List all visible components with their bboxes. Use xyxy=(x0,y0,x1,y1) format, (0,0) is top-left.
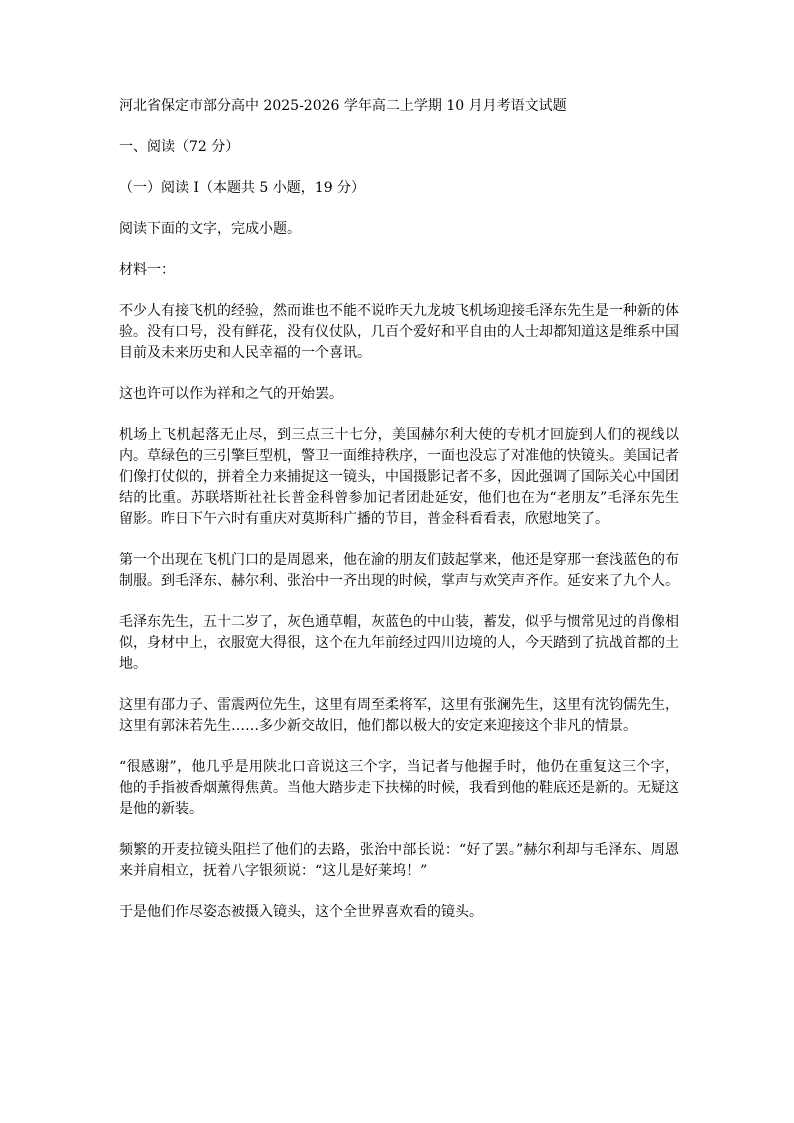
paragraph-4: 第一个出现在飞机门口的是周恩来，他在渝的朋友们鼓起掌来，他还是穿那一套浅蓝色的布制服。到毛泽东、赫尔利、张治中一齐出现的时候，掌声与欢笑声齐作。延安来了九个人。 xyxy=(119,552,679,589)
document-page xyxy=(119,96,679,923)
subsection-heading: （一）阅读 I（本题共 5 小题，19 分） xyxy=(119,180,366,196)
paragraph-2: 这也许可以作为祥和之气的开始罢。 xyxy=(119,386,343,402)
paragraph-7: “很感谢”，他几乎是用陕北口音说这三个字，当记者与他握手时，他仍在重复这三个字，他的手指被香烟薰得焦黄。当他大踏步走下扶梯的时候，我看到他的鞋底还是新的。无疑这是他的新装。 xyxy=(119,759,679,817)
paragraph-3: 机场上飞机起落无止尽，到三点三十七分，美国赫尔利大使的专机才回旋到人们的视线以内。草绿色的三引擎巨型机，警卫一面维持秩序，一面也没忘了对准他的快镜头。美国记者们像打仗似的，拼着全力来捕捉这一镜头，中国摄影记者不多，因此强调了国际关心中国团结的比重。苏联塔斯社社长普金科曾参加记者团赴延安，他们也在为“老朋友”毛泽东先生留影。昨日下午六时有重庆对莫斯科广播的节目，普金科看看表，欣慰地笑了。 xyxy=(119,427,679,527)
instruction-text: 阅读下面的文字，完成小题。 xyxy=(119,221,301,237)
paragraph-1: 不少人有接飞机的经验，然而谁也不能不说昨天九龙坡飞机场迎接毛泽东先生是一种新的体验。没有口号，没有鲜花，没有仪仗队，几百个爱好和平自由的人士却都知道这是维系中国目前及未来历史和人民幸福的一个喜讯。 xyxy=(119,303,679,361)
paragraph-9: 于是他们作尽姿态被摄入镜头，这个全世界喜欢看的镜头。 xyxy=(119,904,483,920)
paragraph-8: 频繁的开麦拉镜头阻拦了他们的去路，张治中部长说：“好了罢。”赫尔利却与毛泽东、周恩来并肩相立，抚着八字银须说：“这儿是好莱坞！” xyxy=(119,842,679,879)
section-heading: 一、阅读（72 分） xyxy=(119,139,240,155)
paragraph-5: 毛泽东先生，五十二岁了，灰色通草帽，灰蓝色的中山装，蓄发，似乎与惯常见过的肖像相似，身材中上，衣服宽大得很，这个在九年前经过四川边境的人，今天踏到了抗战首都的土地。 xyxy=(119,614,679,672)
material-label: 材料一： xyxy=(119,262,175,278)
document-title: 河北省保定市部分高中 2025-2026 学年高二上学期 10 月月考语文试题 xyxy=(119,98,567,114)
paragraph-6: 这里有邵力子、雷震两位先生，这里有周至柔将军，这里有张澜先生，这里有沈钧儒先生，这里有郭沫若先生……多少新交故旧，他们都以极大的安定来迎接这个非凡的情景。 xyxy=(119,697,679,734)
